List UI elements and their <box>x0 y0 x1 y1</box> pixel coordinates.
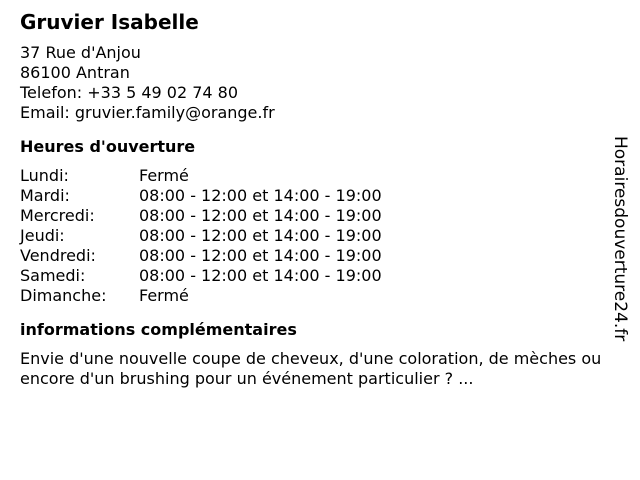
hours-time: 08:00 - 12:00 et 14:00 - 19:00 <box>139 246 382 265</box>
hours-time: Fermé <box>139 286 189 305</box>
hours-day: Vendredi: <box>20 246 96 265</box>
hours-row-friday <box>20 246 600 266</box>
email-line: Email: gruvier.family@orange.fr <box>20 103 275 122</box>
hours-day: Jeudi: <box>20 226 65 245</box>
hours-day: Samedi: <box>20 266 86 285</box>
hours-day: Mardi: <box>20 186 70 205</box>
site-watermark: Horairesdouverture24.fr <box>610 136 630 342</box>
hours-day: Mercredi: <box>20 206 95 225</box>
address-line-2: 86100 Antran <box>20 63 130 82</box>
hours-row-thursday <box>20 226 600 246</box>
business-name: Gruvier Isabelle <box>20 10 199 34</box>
hours-row-sunday <box>20 286 600 306</box>
hours-time: 08:00 - 12:00 et 14:00 - 19:00 <box>139 226 382 245</box>
hours-row-wednesday <box>20 206 600 226</box>
hours-time: 08:00 - 12:00 et 14:00 - 19:00 <box>139 186 382 205</box>
info-heading: informations complémentaires <box>20 320 297 339</box>
info-text: Envie d'une nouvelle coupe de cheveux, d'une coloration, de mèches ou encore d'un brushing pour un événement particulier ? ... <box>20 349 602 388</box>
hours-time: Fermé <box>139 166 189 185</box>
hours-time: 08:00 - 12:00 et 14:00 - 19:00 <box>139 206 382 225</box>
hours-row-saturday <box>20 266 600 286</box>
hours-row-monday <box>20 166 600 186</box>
hours-heading: Heures d'ouverture <box>20 137 196 156</box>
hours-time: 08:00 - 12:00 et 14:00 - 19:00 <box>139 266 382 285</box>
hours-row-tuesday <box>20 186 600 206</box>
hours-day: Dimanche: <box>20 286 107 305</box>
business-card <box>20 8 600 389</box>
address-line-1: 37 Rue d'Anjou <box>20 43 141 62</box>
phone-line: Telefon: +33 5 49 02 74 80 <box>20 83 239 102</box>
hours-day: Lundi: <box>20 166 69 185</box>
hours-table <box>20 166 600 306</box>
